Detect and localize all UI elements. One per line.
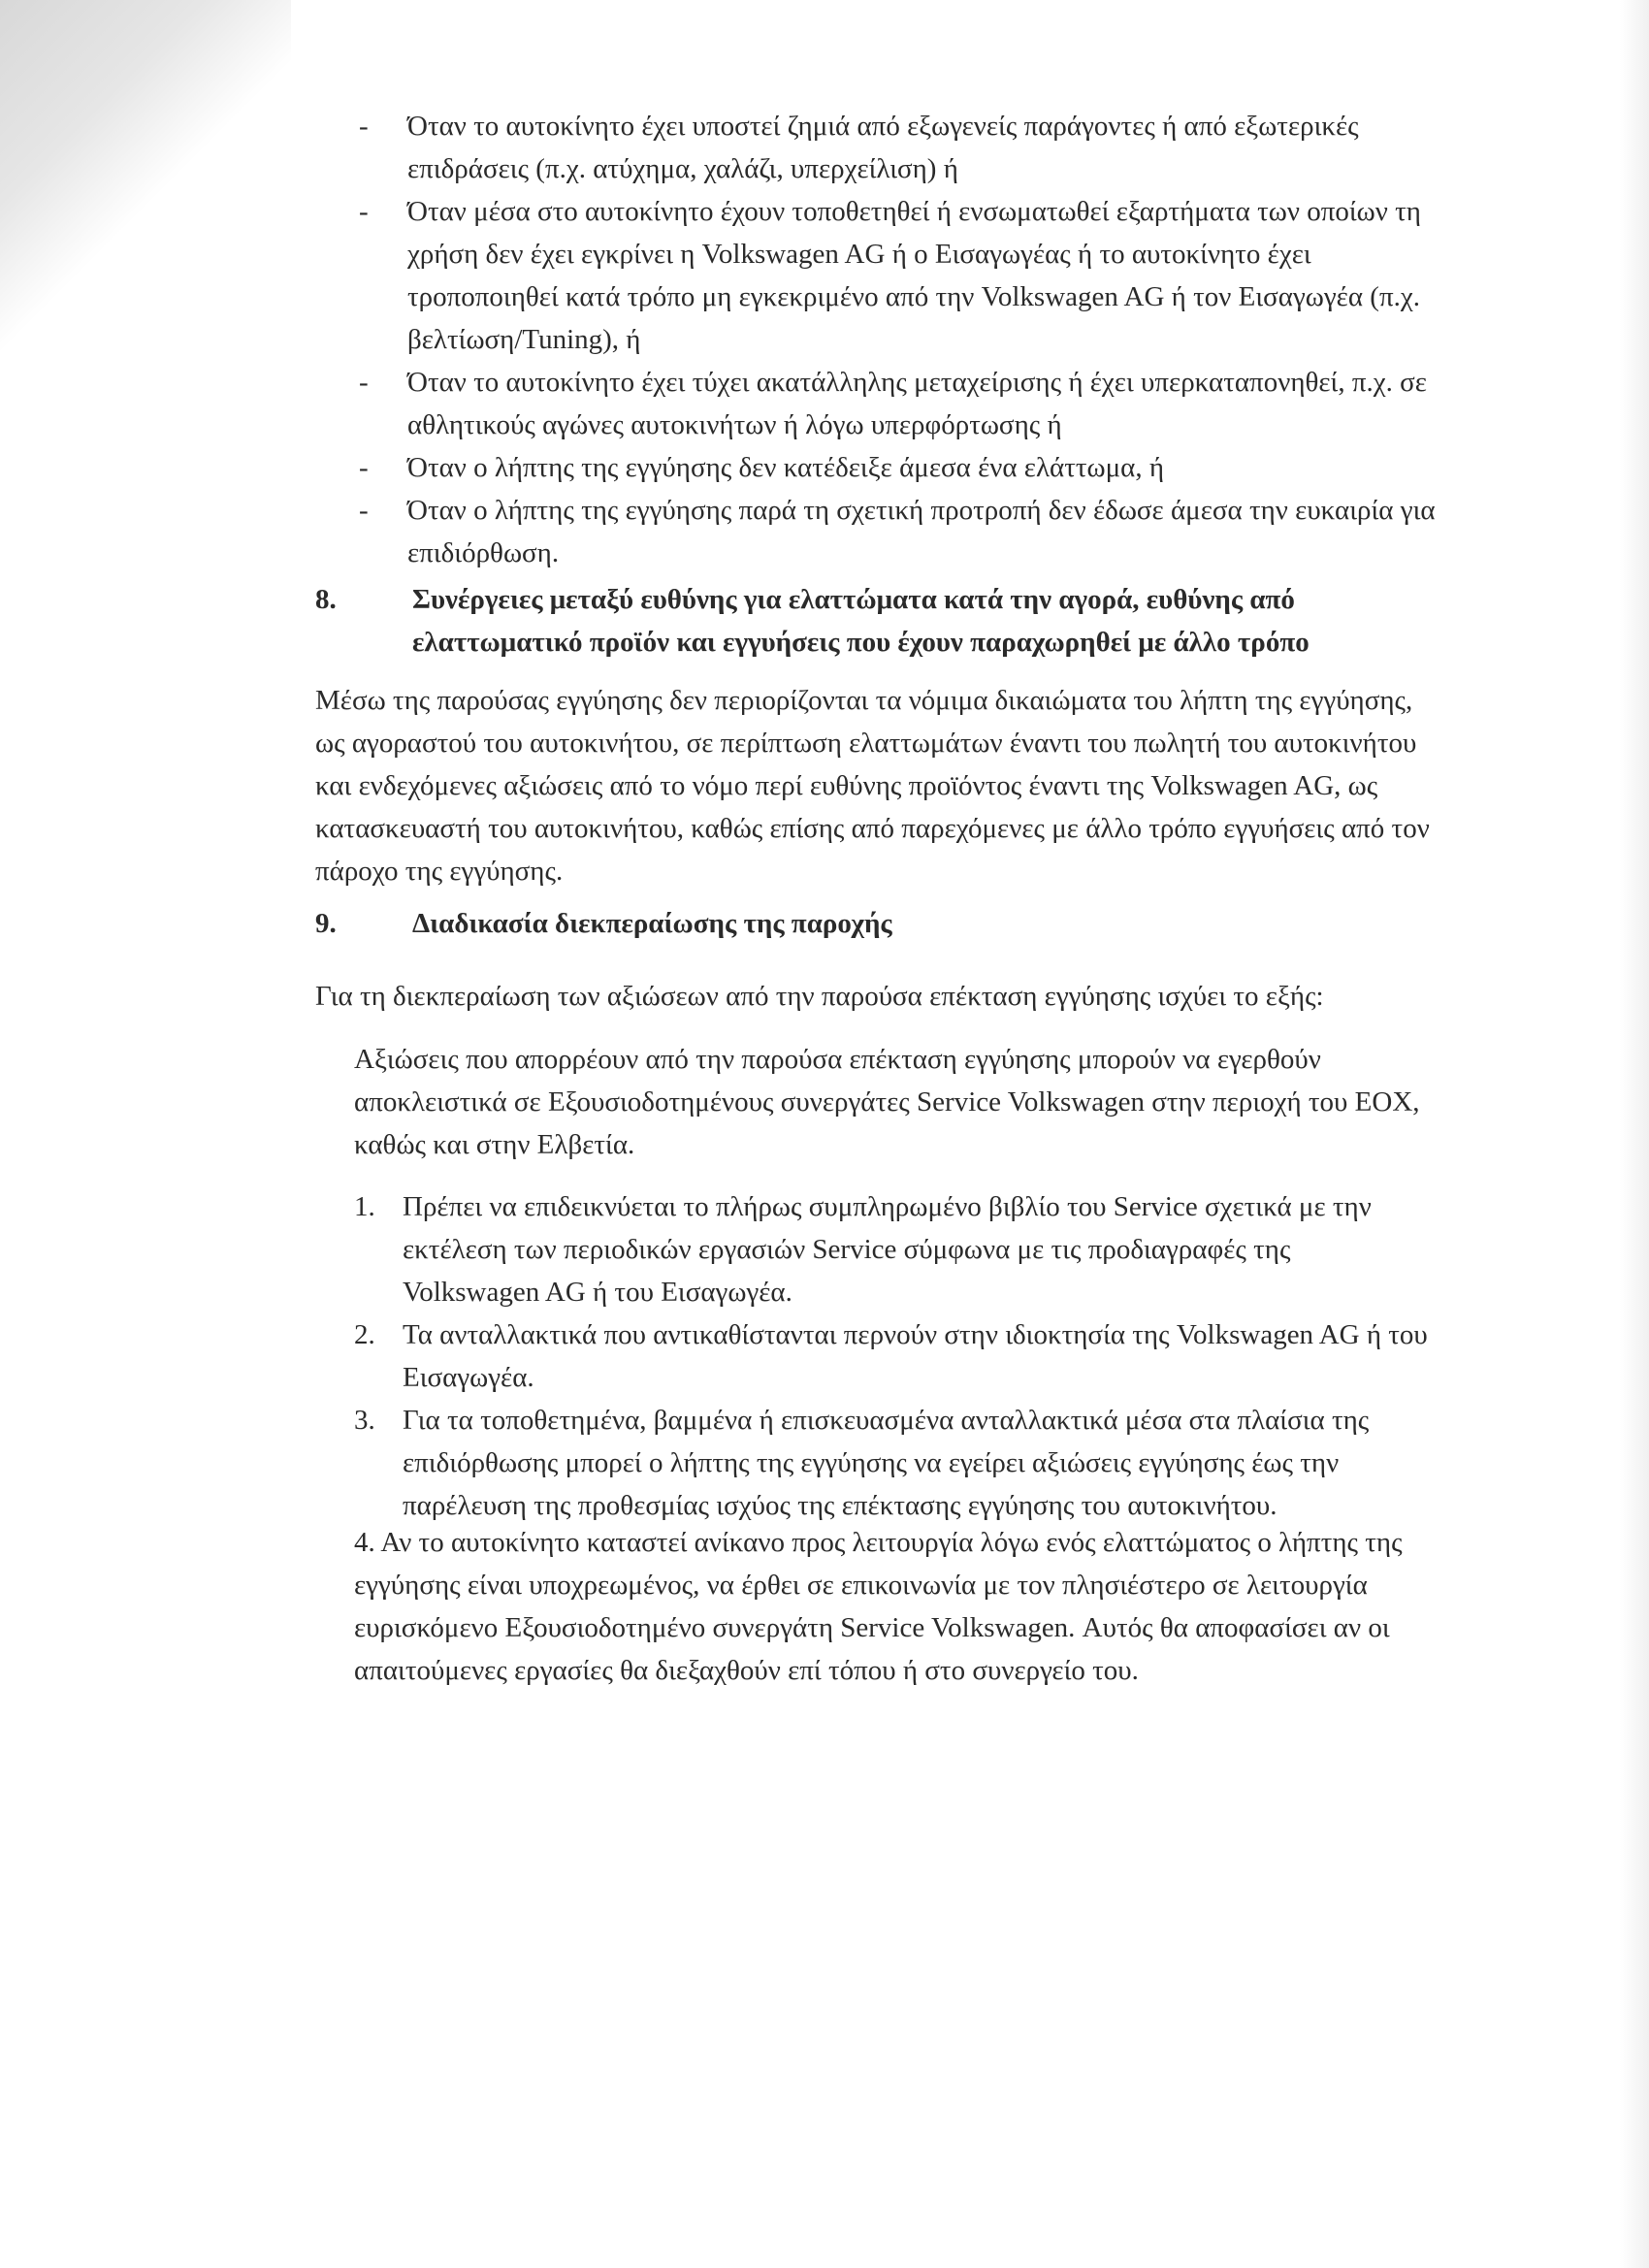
bullet-dash: - [359,452,369,483]
list-item [354,1185,1431,1313]
item-4-paragraph: 4. Αν το αυτοκίνητο καταστεί ανίκανο προς λειτουργία λόγω ενός ελαττώματος ο λήπτης της εγγύησης είναι υποχρεωμένος, να έρθει σε επικοινωνία με τον πλησιέστερο σε λειτουργία ευρισκόμενο Εξουσιοδοτημένο συνεργάτη Service Volkswagen. Αυτός θα αποφασίσει αν οι απαιτούμενες εργασίες θα διεξαχθούν επί τόπου ή στο συνεργείο του. [354,1527,1403,1686]
section-8-body: Μέσω της παρούσας εγγύησης δεν περιορίζονται τα νόμιμα δικαιώματα του λήπτη της εγγύησης, ως αγοραστού του αυτοκινήτου, σε περίπτωση ελαττωμάτων έναντι του πωλητή του αυτοκινήτου και ενδεχόμενες αξιώσεις από το νόμο περί ευθύνης προϊόντος έναντι της Volkswagen AG, ως κατασκευαστή του αυτοκινήτου, καθώς επίσης από παρεχόμενες με άλλο τρόπο εγγυήσεις από τον πάροχο της εγγύησης. [315,685,1430,887]
section-9-title: Διαδικασία διεκπεραίωσης της παροχής [412,908,892,939]
list-item [359,190,1436,361]
section-9-claims: Αξιώσεις που απορρέουν από την παρούσα επέκταση εγγύησης μπορούν να εγερθούν αποκλειστικά σε Εξουσιοδοτημένους συνεργάτες Service Volkswagen στην περιοχή του ΕΟΧ, καθώς και στην Ελβετία. [354,1044,1420,1160]
list-item-text: Για τα τοποθετημένα, βαμμένα ή επισκευασμένα ανταλλακτικά μέσα στα πλαίσια της επιδιόρθωσης μπορεί ο λήπτης της εγγύησης να εγείρει αξιώσεις εγγύησης έως την παρέλευση της προθεσμίας ισχύος της επέκτασης εγγύησης του αυτοκινήτου. [403,1405,1370,1521]
list-item [359,446,1436,489]
list-item-text: Όταν μέσα στο αυτοκίνητο έχουν τοποθετηθεί ή ενσωματωθεί εξαρτήματα των οποίων τη χρήση δεν έχει εγκρίνει η Volkswagen AG ή ο Εισαγωγέας ή το αυτοκίνητο έχει τροποποιηθεί κατά τρόπο μη εγκεκριμένο από την Volkswagen AG ή τον Εισαγωγέα (π.χ. βελτίωση/Tuning), ή [407,196,1421,355]
list-item-text: Όταν ο λήπτης της εγγύησης δεν κατέδειξε άμεσα ένα ελάττωμα, ή [407,452,1165,483]
list-item [354,1399,1431,1527]
list-item [359,361,1436,446]
list-item-text: Όταν ο λήπτης της εγγύησης παρά τη σχετική προτροπή δεν έδωσε άμεσα την ευκαιρία για επιδιόρθωση. [407,495,1436,568]
list-item [354,1313,1431,1399]
list-number: 2. [354,1319,375,1350]
list-number: 1. [354,1191,375,1222]
list-item-text: Όταν το αυτοκίνητο έχει υποστεί ζημιά από εξωγενείς παράγοντες ή από εξωτερικές επιδράσεις (π.χ. ατύχημα, χαλάζι, υπερχείλιση) ή [407,111,1359,184]
list-item [359,105,1436,190]
list-number: 3. [354,1405,375,1436]
list-item-text: Όταν το αυτοκίνητο έχει τύχει ακατάλληλης μεταχείρισης ή έχει υπερκαταπονηθεί, π.χ. σε αθλητικούς αγώνες αυτοκινήτων ή λόγω υπερφόρτωσης ή [407,367,1427,440]
section-9-intro: Για τη διεκπεραίωση των αξιώσεων από την παρούσα επέκταση εγγύησης ισχύει το εξής: [315,981,1324,1012]
section-8-number: 8. [315,584,337,615]
bullet-dash: - [359,367,369,398]
bullet-dash: - [359,196,369,227]
bullet-dash: - [359,495,369,526]
exclusions-list [359,105,1436,574]
section-8-title: Συνέργειες μεταξύ ευθύνης για ελαττώματα κατά την αγορά, ευθύνης από ελαττωματικό προϊόν και εγγυήσεις που έχουν παραχωρηθεί με άλλο τρόπο [412,584,1310,658]
bullet-dash: - [359,111,369,142]
list-item-text: Τα ανταλλακτικά που αντικαθίστανται περνούν στην ιδιοκτησία της Volkswagen AG ή του Εισαγωγέα. [403,1319,1428,1393]
section-9-number: 9. [315,908,337,939]
list-item [359,489,1436,574]
list-item-text: Πρέπει να επιδεικνύεται το πλήρως συμπληρωμένο βιβλίο του Service σχετικά με την εκτέλεση των περιοδικών εργασιών Service σύμφωνα με τις προδιαγραφές της Volkswagen AG ή του Εισαγωγέα. [403,1191,1372,1308]
conditions-list [354,1185,1431,1527]
